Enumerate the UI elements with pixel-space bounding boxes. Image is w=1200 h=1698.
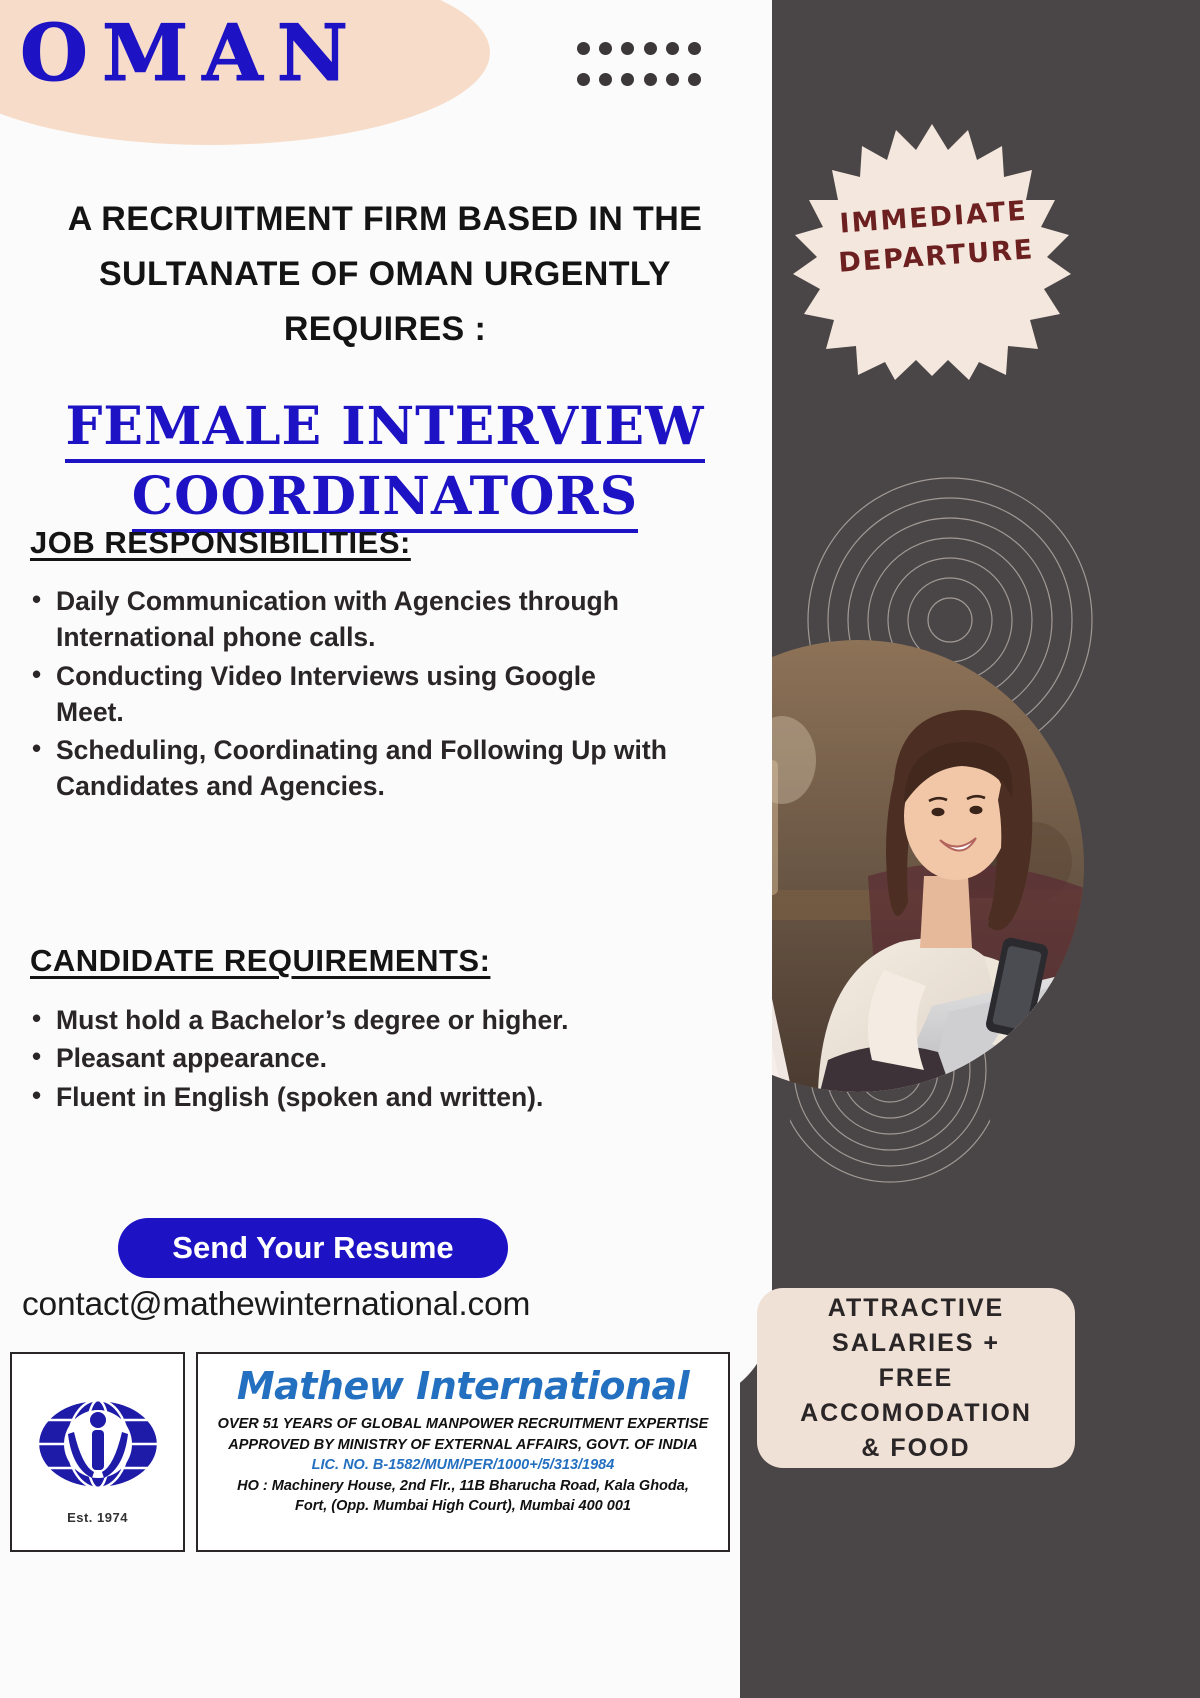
- company-approval: APPROVED BY MINISTRY OF EXTERNAL AFFAIRS, GOVT. OF INDIA: [228, 1436, 698, 1453]
- responsibilities-heading: JOB RESPONSIBILITIES:: [30, 525, 411, 560]
- globe-logo-icon: [34, 1380, 162, 1508]
- requirements-heading: CANDIDATE REQUIREMENTS:: [30, 943, 491, 978]
- company-address-line1: HO : Machinery House, 2nd Flr., 11B Bharucha Road, Kala Ghoda,: [237, 1477, 689, 1494]
- contact-email[interactable]: contact@mathewinternational.com: [22, 1286, 531, 1323]
- job-title: [30, 392, 740, 532]
- perks-line4: ACCOMODATION: [800, 1398, 1032, 1427]
- company-tagline: OVER 51 YEARS OF GLOBAL MANPOWER RECRUITMENT EXPERTISE: [217, 1416, 709, 1432]
- list-item: • Scheduling, Coordinating and Following Up with Candidates and Agencies.: [28, 732, 668, 805]
- perks-line2: SALARIES +: [832, 1328, 1000, 1357]
- stamp-line1: IMMEDIATE: [838, 195, 1029, 240]
- responsibilities-list: [28, 583, 668, 807]
- company-address-line2: Fort, (Opp. Mumbai High Court), Mumbai 400 001: [295, 1498, 631, 1515]
- list-item: • Pleasant appearance.: [28, 1040, 668, 1076]
- job-title-line1: FEMALE INTERVIEW: [65, 396, 704, 463]
- dot-grid-decoration: [577, 42, 702, 97]
- requirements-list: [28, 1002, 668, 1117]
- send-resume-button[interactable]: Send Your Resume: [118, 1218, 508, 1278]
- list-item: • Conducting Video Interviews using Google Meet.: [28, 658, 668, 731]
- company-license: LIC. NO. B-1582/MUM/PER/1000+/5/313/1984: [311, 1457, 615, 1474]
- perks-line1: ATTRACTIVE: [827, 1293, 1005, 1322]
- perks-line5: & FOOD: [861, 1433, 971, 1462]
- established-label: Est. 1974: [67, 1509, 128, 1525]
- perks-line3: FREE: [878, 1363, 954, 1392]
- perks-text: [800, 1291, 1032, 1466]
- country-label: OMAN: [20, 8, 363, 99]
- list-item: • Daily Communication with Agencies through International phone calls.: [28, 583, 668, 656]
- company-logo-box: [10, 1352, 185, 1552]
- headline: A RECRUITMENT FIRM BASED IN THE SULTANATE OF OMAN URGENTLY REQUIRES :: [67, 200, 703, 349]
- stamp-line2: DEPARTURE: [837, 234, 1036, 279]
- company-info-box: [196, 1352, 730, 1552]
- job-title-line2: COORDINATORS: [132, 466, 638, 533]
- company-name: Mathew International: [236, 1364, 690, 1408]
- list-item: • Must hold a Bachelor’s degree or higher.: [28, 1002, 668, 1038]
- list-item: • Fluent in English (spoken and written).: [28, 1079, 668, 1115]
- perks-box: [757, 1288, 1075, 1468]
